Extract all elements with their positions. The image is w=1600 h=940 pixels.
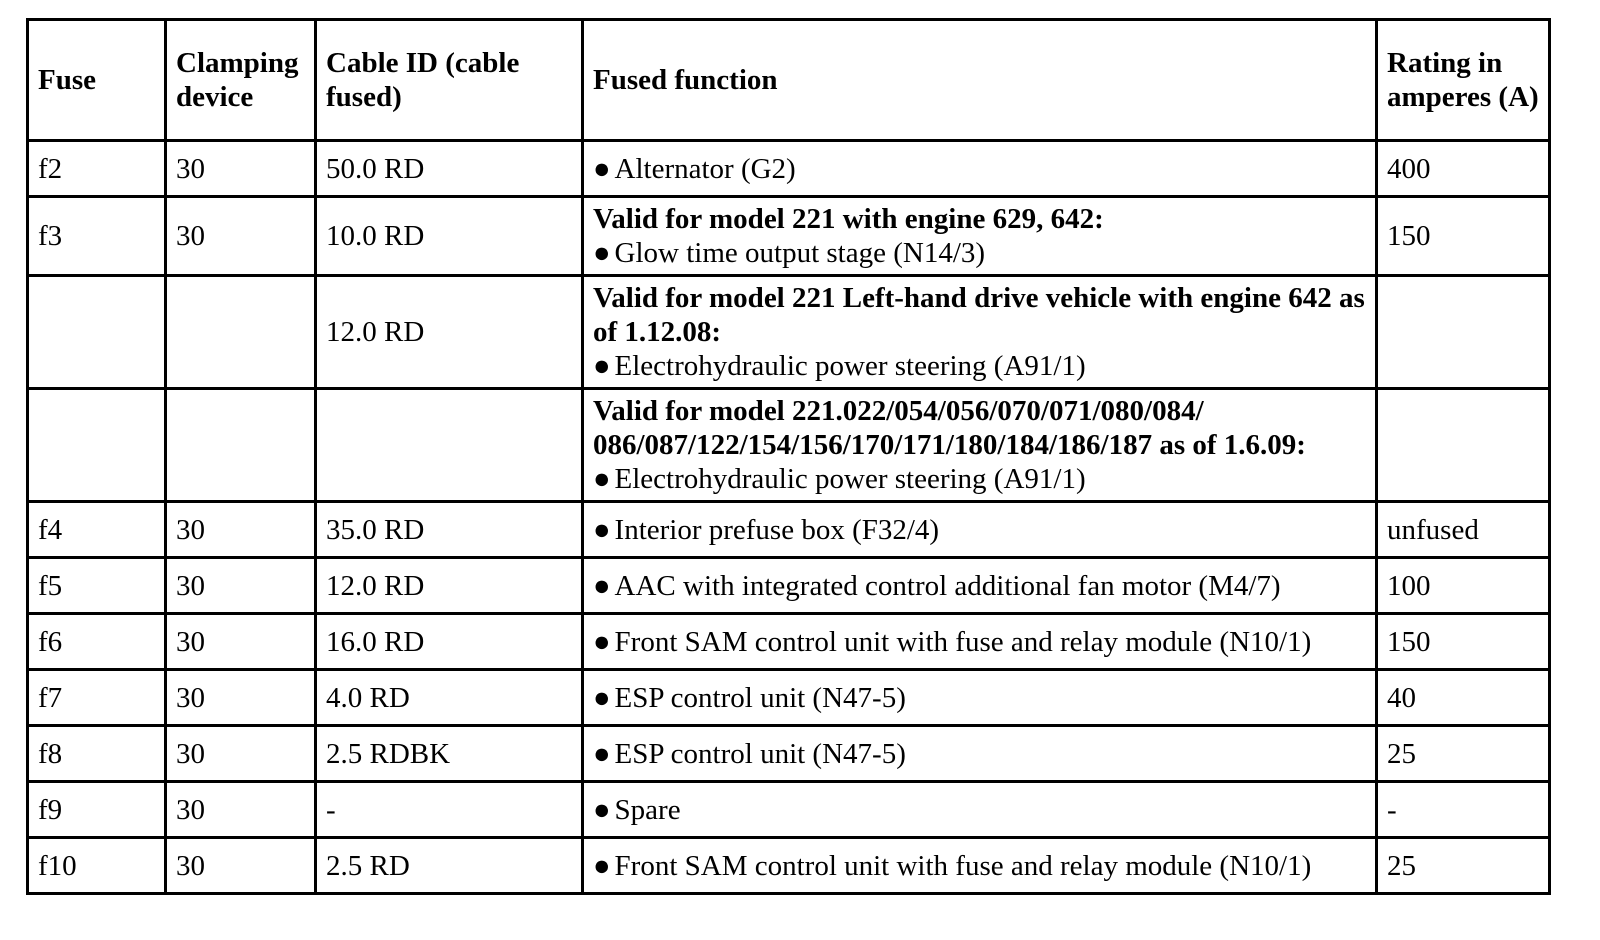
table-row (29, 727, 1548, 783)
bullet-icon: ● (593, 152, 611, 185)
cell-function (584, 839, 1378, 892)
function-text: ESP control unit (N47-5) (614, 737, 906, 770)
cell-cable: 50.0 RD (317, 142, 584, 198)
cell-function (584, 198, 1378, 277)
cell-cable: 2.5 RD (317, 839, 584, 892)
table-row (29, 198, 1548, 277)
cell-rating (1378, 390, 1548, 503)
bullet-icon: ● (593, 681, 611, 714)
cell-clamping: 30 (167, 559, 317, 615)
fuse-table (26, 18, 1551, 895)
bullet-icon: ● (593, 569, 611, 602)
table-row (29, 783, 1548, 839)
cell-fuse (29, 390, 167, 503)
cell-function (584, 142, 1378, 198)
cell-rating: 100 (1378, 559, 1548, 615)
cell-cable: 12.0 RD (317, 559, 584, 615)
function-text: Glow time output stage (N14/3) (614, 237, 986, 269)
cell-clamping: 30 (167, 783, 317, 839)
cell-clamping: 30 (167, 839, 317, 892)
fuse-table-container (26, 18, 1551, 895)
cell-cable: 16.0 RD (317, 615, 584, 671)
cell-cable: 4.0 RD (317, 671, 584, 727)
cell-cable: 12.0 RD (317, 277, 584, 390)
table-row (29, 839, 1548, 892)
bullet-icon: ● (593, 350, 611, 382)
cell-function (584, 503, 1378, 559)
bullet-icon: ● (593, 625, 611, 658)
cell-fuse (29, 277, 167, 390)
header-fuse: Fuse (29, 21, 167, 142)
function-text: Electrohydraulic power steering (A91/1) (614, 350, 1086, 382)
cell-function (584, 783, 1378, 839)
cell-rating: 150 (1378, 615, 1548, 671)
cell-function (584, 615, 1378, 671)
function-text: Spare (614, 793, 681, 826)
function-text: Front SAM control unit with fuse and relay module (N10/1) (614, 625, 1312, 658)
function-text: Electrohydraulic power steering (A91/1) (614, 463, 1086, 495)
function-text: AAC with integrated control additional fan motor (M4/7) (614, 569, 1281, 602)
header-rating: Rating in amperes (A) (1378, 21, 1548, 142)
cell-rating: - (1378, 783, 1548, 839)
cell-fuse: f3 (29, 198, 167, 277)
cell-fuse: f7 (29, 671, 167, 727)
function-text: Alternator (G2) (614, 152, 796, 185)
cell-fuse: f9 (29, 783, 167, 839)
header-clamping-device: Clamping device (167, 21, 317, 142)
cell-fuse: f4 (29, 503, 167, 559)
table-row (29, 142, 1548, 198)
cell-cable: 10.0 RD (317, 198, 584, 277)
table-header-row (29, 21, 1548, 142)
function-text: Front SAM control unit with fuse and relay module (N10/1) (614, 849, 1312, 882)
table-row (29, 671, 1548, 727)
cell-cable (317, 390, 584, 503)
cell-fuse: f10 (29, 839, 167, 892)
cell-fuse: f2 (29, 142, 167, 198)
cell-clamping: 30 (167, 503, 317, 559)
cell-clamping (167, 390, 317, 503)
cell-rating: 25 (1378, 727, 1548, 783)
cell-rating: 40 (1378, 671, 1548, 727)
cell-cable: - (317, 783, 584, 839)
table-row (29, 390, 1548, 503)
cell-rating: 150 (1378, 198, 1548, 277)
cell-function (584, 390, 1378, 503)
validity-condition: Valid for model 221 Left-hand drive vehicle with engine 642 as of 1.12.08: (593, 282, 1365, 348)
table-row (29, 503, 1548, 559)
validity-condition: Valid for model 221.022/054/056/070/071/080/084/ 086/087/122/154/156/170/171/180/184/186/187 as of 1.6.09: (593, 395, 1306, 461)
cell-function (584, 277, 1378, 390)
table-row (29, 277, 1548, 390)
cell-cable: 35.0 RD (317, 503, 584, 559)
cell-fuse: f6 (29, 615, 167, 671)
header-fused-function: Fused function (584, 21, 1378, 142)
cell-fuse: f5 (29, 559, 167, 615)
cell-function (584, 727, 1378, 783)
table-row (29, 559, 1548, 615)
cell-clamping: 30 (167, 615, 317, 671)
cell-clamping: 30 (167, 198, 317, 277)
bullet-icon: ● (593, 237, 611, 269)
validity-condition: Valid for model 221 with engine 629, 642: (593, 203, 1104, 235)
cell-fuse: f8 (29, 727, 167, 783)
cell-clamping: 30 (167, 727, 317, 783)
cell-clamping: 30 (167, 671, 317, 727)
bullet-icon: ● (593, 849, 611, 882)
cell-rating: 25 (1387, 849, 1416, 882)
cell-function (584, 671, 1378, 727)
function-text: Interior prefuse box (F32/4) (614, 513, 940, 546)
cell-clamping (167, 277, 317, 390)
cell-rating: 400 (1378, 142, 1548, 198)
header-cable-id: Cable ID (cable fused) (317, 21, 584, 142)
cell-rating (1378, 277, 1548, 390)
bullet-icon: ● (593, 513, 611, 546)
bullet-icon: ● (593, 463, 611, 495)
bullet-icon: ● (593, 793, 611, 826)
cell-clamping: 30 (167, 142, 317, 198)
table-row (29, 615, 1548, 671)
cell-cable: 2.5 RDBK (317, 727, 584, 783)
bullet-icon: ● (593, 737, 611, 770)
function-text: ESP control unit (N47-5) (614, 681, 906, 714)
cell-rating: unfused (1378, 503, 1548, 559)
cell-function (584, 559, 1378, 615)
